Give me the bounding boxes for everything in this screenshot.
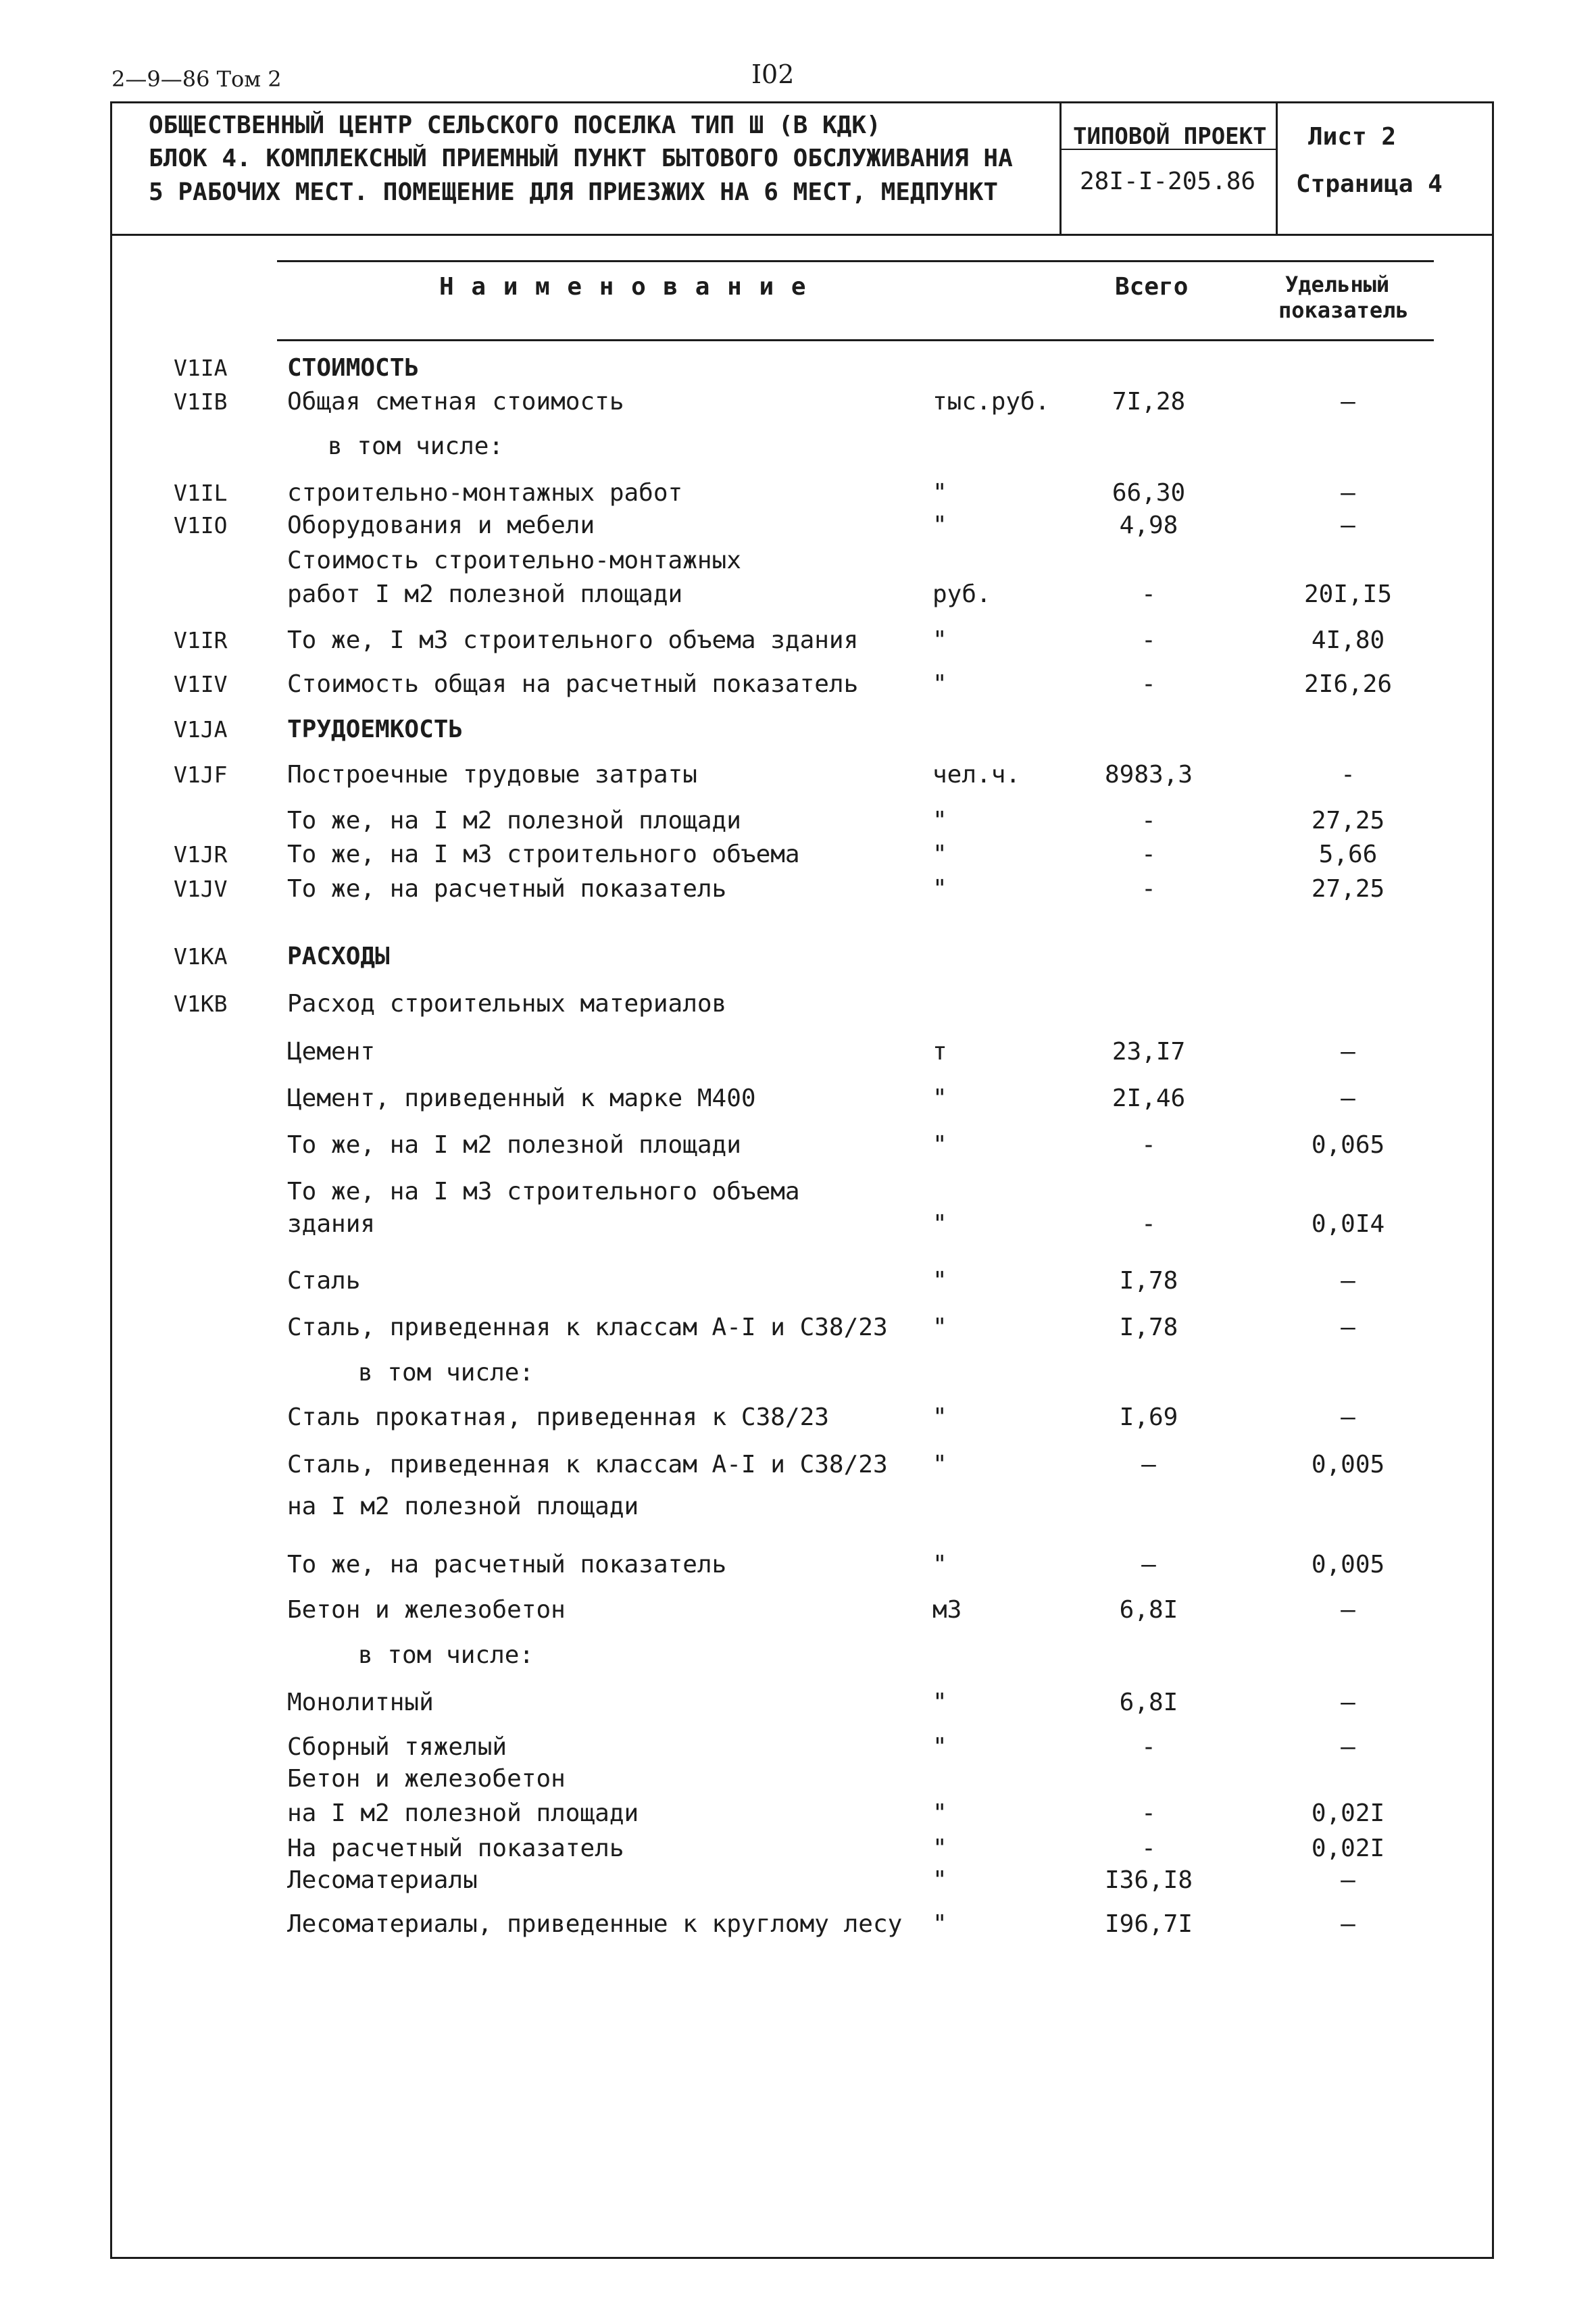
row-total: - [1141, 1131, 1156, 1159]
row-name: Стоимость строительно-монтажных [287, 547, 741, 574]
row-name: Лесоматериалы, приведенные к круглому лесу [287, 1910, 903, 1938]
row-name: Сталь, приведенная к классам А-I и С38/23 [287, 1451, 888, 1478]
row-unit: " [932, 479, 947, 507]
row-name: То же, на расчетный показатель [287, 1551, 727, 1578]
row-name: в том числе: [358, 1359, 534, 1387]
row-name: РАСХОДЫ [287, 943, 390, 970]
row-code: V1IB [174, 389, 228, 415]
row-specific: — [1341, 1910, 1355, 1938]
row-name: То же, на расчетный показатель [287, 875, 727, 903]
row-total: I96,7I [1104, 1910, 1193, 1938]
row-specific: — [1341, 1314, 1355, 1341]
row-specific: - [1341, 761, 1355, 789]
row-total: - [1141, 875, 1156, 903]
row-total: - [1141, 841, 1156, 868]
row-specific: — [1341, 1267, 1355, 1295]
row-total: 23,I7 [1112, 1038, 1186, 1066]
row-total: - [1141, 626, 1156, 654]
row-unit: " [932, 841, 947, 868]
row-name: Сталь прокатная, приведенная к С38/23 [287, 1403, 829, 1431]
sheet-number: Лист 2 [1308, 123, 1397, 151]
row-code: V1IO [174, 512, 228, 539]
row-specific: — [1341, 1689, 1355, 1716]
row-total: — [1141, 1551, 1156, 1578]
row-specific: 27,25 [1311, 807, 1385, 835]
row-total: I,69 [1119, 1403, 1178, 1431]
row-specific: 0,0I4 [1311, 1210, 1385, 1238]
row-name: на I м2 полезной площади [287, 1493, 639, 1520]
row-total: I,78 [1119, 1267, 1178, 1295]
row-total: - [1141, 1835, 1156, 1862]
row-name: То же, на I м2 полезной площади [287, 1131, 741, 1159]
page-number: I02 [751, 59, 795, 89]
row-total: - [1141, 1799, 1156, 1827]
row-specific: — [1341, 1733, 1355, 1761]
row-unit: " [932, 1131, 947, 1159]
row-name: Монолитный [287, 1689, 434, 1716]
row-total: - [1141, 670, 1156, 698]
row-unit: " [932, 626, 947, 654]
row-specific: — [1341, 1596, 1355, 1624]
row-code: V1IV [174, 671, 228, 697]
row-name: Общая сметная стоимость [287, 388, 624, 416]
row-total: - [1141, 1733, 1156, 1761]
row-specific: — [1341, 1866, 1355, 1894]
row-unit: м3 [932, 1596, 962, 1624]
row-total: 4,98 [1119, 512, 1178, 539]
row-total: 6,8I [1119, 1596, 1178, 1624]
row-total: 2I,46 [1112, 1085, 1186, 1112]
row-specific: 5,66 [1318, 841, 1378, 868]
title-line-1: ОБЩЕСТВЕННЫЙ ЦЕНТР СЕЛЬСКОГО ПОСЕЛКА ТИП Ш (В КДК) [149, 111, 881, 139]
row-code: V1JA [174, 716, 228, 743]
document-reference: 2—9—86 Том 2 [111, 66, 282, 92]
row-unit: руб. [932, 580, 991, 608]
row-name: Стоимость общая на расчетный показатель [287, 670, 859, 698]
row-unit: " [932, 1733, 947, 1761]
title-line-2: БЛОК 4. КОМПЛЕКСНЫЙ ПРИЕМНЫЙ ПУНКТ БЫТОВОГО ОБСЛУЖИВАНИЯ НА [149, 145, 1013, 172]
row-code: V1KB [174, 991, 228, 1017]
row-unit: " [932, 512, 947, 539]
row-specific: 27,25 [1311, 875, 1385, 903]
row-name: Сталь, приведенная к классам А-I и С38/23 [287, 1314, 888, 1341]
row-unit: " [932, 1210, 947, 1238]
row-unit: " [932, 1451, 947, 1478]
row-specific: 0,02I [1311, 1835, 1385, 1862]
row-unit: " [932, 1267, 947, 1295]
row-unit: " [932, 670, 947, 698]
project-label: ТИПОВОЙ ПРОЕКТ [1073, 123, 1267, 150]
row-total: - [1141, 580, 1156, 608]
header-name: Н а и м е н о в а н и е [439, 273, 807, 301]
row-name: Оборудования и мебели [287, 512, 595, 539]
row-name: Бетон и железобетон [287, 1596, 566, 1624]
row-unit: " [932, 875, 947, 903]
row-name: в том числе: [358, 1641, 534, 1669]
row-name: строительно-монтажных работ [287, 479, 683, 507]
row-total: 8983,3 [1104, 761, 1193, 789]
row-name: Цемент [287, 1038, 376, 1066]
row-name: Лесоматериалы [287, 1866, 478, 1894]
row-unit: " [932, 1799, 947, 1827]
row-specific: 0,065 [1311, 1131, 1385, 1159]
row-unit: тыс.руб. [932, 388, 1050, 416]
row-unit: " [932, 1551, 947, 1578]
row-total: I36,I8 [1104, 1866, 1193, 1894]
row-name: Расход строительных материалов [287, 990, 727, 1018]
row-code: V1IA [174, 355, 228, 381]
row-name: Построечные трудовые затраты [287, 761, 697, 789]
row-name: Бетон и железобетон [287, 1765, 566, 1793]
row-specific: 0,02I [1311, 1799, 1385, 1827]
row-name: Сборный тяжелый [287, 1733, 507, 1761]
project-number: 28I-I-205.86 [1080, 168, 1256, 195]
row-unit: " [932, 1689, 947, 1716]
header-specific-line2: показатель [1278, 297, 1409, 323]
header-specific-line1: Удельный [1285, 272, 1390, 297]
row-code: V1JF [174, 762, 228, 788]
row-name: То же, I м3 строительного объема здания [287, 626, 859, 654]
row-specific: 0,005 [1311, 1551, 1385, 1578]
row-name: здания [287, 1210, 376, 1238]
row-specific: 0,005 [1311, 1451, 1385, 1478]
row-total: — [1141, 1451, 1156, 1478]
row-unit: " [932, 807, 947, 835]
title-line-3: 5 РАБОЧИХ МЕСТ. ПОМЕЩЕНИЕ ДЛЯ ПРИЕЗЖИХ НА 6 МЕСТ, МЕДПУНКТ [149, 178, 999, 206]
page-label: Страница 4 [1296, 170, 1443, 198]
row-name: То же, на I м2 полезной площади [287, 807, 741, 835]
row-unit: " [932, 1866, 947, 1894]
row-name: на I м2 полезной площади [287, 1799, 639, 1827]
row-code: V1IL [174, 480, 228, 506]
row-specific: — [1341, 512, 1355, 539]
row-unit: " [932, 1085, 947, 1112]
row-total: I,78 [1119, 1314, 1178, 1341]
row-name: СТОИМОСТЬ [287, 354, 420, 382]
row-specific: — [1341, 388, 1355, 416]
row-specific: 4I,80 [1311, 626, 1385, 654]
row-total: - [1141, 1210, 1156, 1238]
row-name: Цемент, приведенный к марке М400 [287, 1085, 756, 1112]
row-unit: чел.ч. [932, 761, 1021, 789]
row-specific: 2I6,26 [1303, 670, 1393, 698]
row-unit: т [932, 1038, 947, 1066]
row-name: То же, на I м3 строительного объема [287, 1178, 800, 1205]
row-code: V1IR [174, 627, 228, 653]
row-unit: " [932, 1910, 947, 1938]
row-unit: " [932, 1314, 947, 1341]
row-code: V1JV [174, 876, 228, 902]
row-unit: " [932, 1403, 947, 1431]
row-total: 7I,28 [1112, 388, 1186, 416]
row-name: На расчетный показатель [287, 1835, 624, 1862]
row-specific: — [1341, 479, 1355, 507]
row-specific: 20I,I5 [1303, 580, 1393, 608]
row-specific: — [1341, 1038, 1355, 1066]
row-name: То же, на I м3 строительного объема [287, 841, 800, 868]
row-name: в том числе: [328, 432, 504, 460]
row-name: ТРУДОЕМКОСТЬ [287, 716, 464, 743]
row-name: работ I м2 полезной площади [287, 580, 683, 608]
row-specific: — [1341, 1403, 1355, 1431]
header-total: Всего [1115, 273, 1189, 301]
row-total: 6,8I [1119, 1689, 1178, 1716]
row-unit: " [932, 1835, 947, 1862]
row-specific: — [1341, 1085, 1355, 1112]
row-code: V1JR [174, 841, 228, 868]
row-total: - [1141, 807, 1156, 835]
row-code: V1KA [174, 943, 228, 970]
row-name: Сталь [287, 1267, 361, 1295]
row-total: 66,30 [1112, 479, 1186, 507]
